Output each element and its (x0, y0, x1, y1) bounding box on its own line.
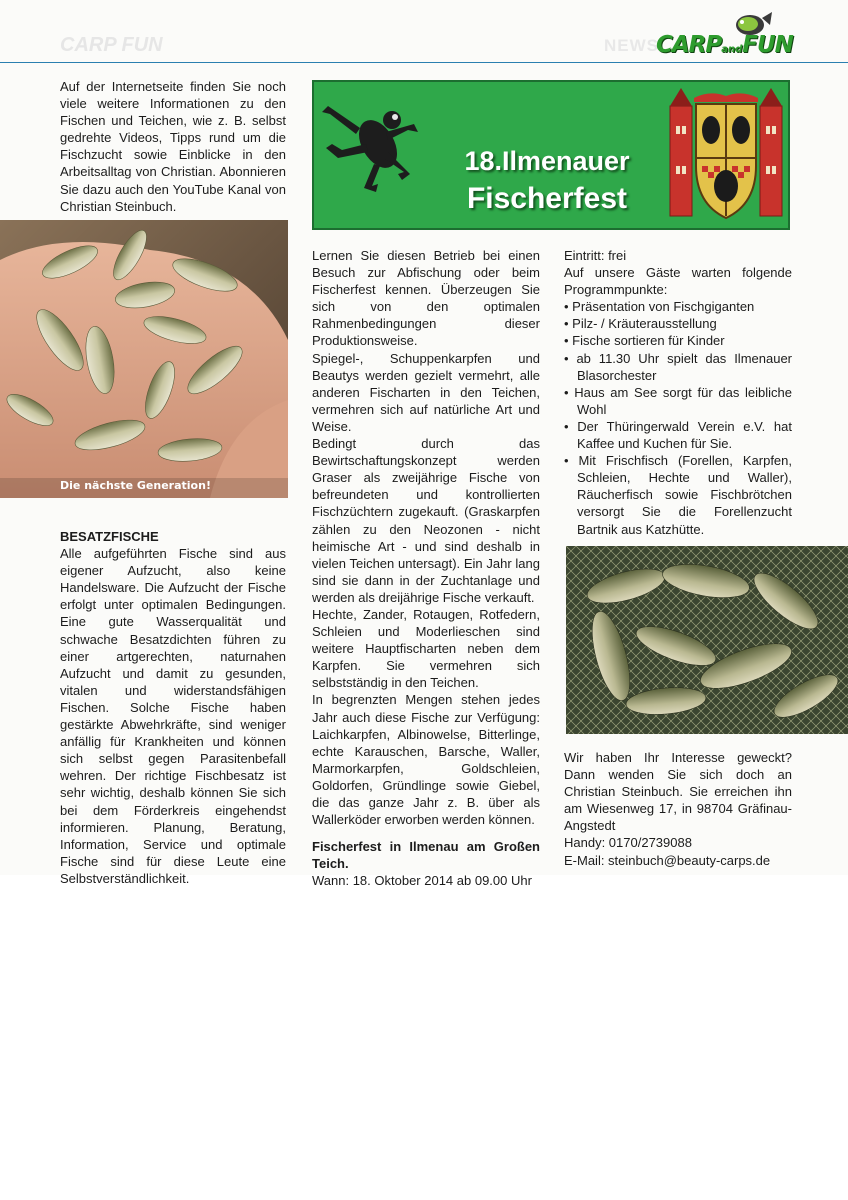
intro-paragraph: Auf der Internetseite finden Sie noch viele weitere Informationen zu den Fischen und Teichen, wie z. B. selbst gedrehte Videos, Tipps rund um die Fischzucht sowie Einblicke in den Arbeitsalltag von Christian. Abonnieren Sie dazu auch den YouTube Kanal von Christian Steinbuch. (60, 79, 286, 214)
admission: Eintritt: frei (564, 248, 627, 263)
fish-in-hand-photo (0, 220, 288, 498)
carp-and-fun-logo (656, 10, 793, 62)
carp-fun-ghost-logo: CARP FUN (60, 34, 163, 56)
list-item: • Der Thüringerwald Verein e.V. hat Kaffee und Kuchen für Sie. (564, 418, 792, 452)
photo-caption: Die nächste Generation! (60, 479, 211, 492)
contact-text: Wir haben Ihr Interesse geweckt? Dann wenden Sie sich doch an Christian Steinbuch. Sie erreichen ihn am Wiesenweg 17, in 98704 Gräfinau-Angstedt (564, 750, 792, 834)
email-address: E-Mail: steinbuch@beauty-carps.de (564, 852, 771, 868)
list-item: • Haus am See sorgt für das leibliche Wohl (564, 384, 792, 417)
program-column: Eintritt: frei Auf unsere Gäste warten folgende Programmpunkte: • Präsentation von Fischgiganten • Pilz- / Kräuterausstellung • Fische sortieren für Kinder • ab 11.30 Uhr spielt das Ilmenauer Blasorchester • Haus am See sorgt für das leibliche Wohl • Der Thüringerwald Verein e.V. hat Kaffee und Kuchen für Sie. • Mit Frischfisch (Forellen, Karpfen, Schleien, Hechte und Waller), Räucherfisch sowie Fischbrötchen versorgt Sie die Forellenzucht Bartnik aus Katzhütte. (564, 248, 792, 537)
brand-wordmark: CARPandFUN (656, 32, 793, 58)
net-photo-illustration (566, 546, 848, 734)
fest-heading: Fischerfest in Ilmenau am Großen Teich. (312, 839, 540, 872)
fest-date: Wann: 18. Oktober 2014 ab 09.00 Uhr (312, 873, 532, 889)
contact-block (564, 749, 792, 869)
fischerfest-banner (312, 80, 790, 230)
header-rule (0, 62, 848, 63)
middle-column: Lernen Sie diesen Betrieb bei einen Besuch zur Abfischung oder beim Fischerfest kennen. Überzeugen Sie sich von den optimalen Rahmenbedingungen dieser Produktionsweise. Spiegel-, Schuppenkarpfen und Beautys werden gezielt vermehrt, alle anderen Fischarten in den Teichen, vermehren sich auf natürliche Art und Weise. Bedingt durch das Bewirtschaftungskonzept werden Graser als zweijährige Fische von befreundeten und kontrollierten Fischzüchtern zugekauft. (Graskarpfen zählen zu den Neozonen - nicht heimische Art - und sind deshalb in vielen Teichen untersagt). Ein Jahr lang sind sie dann in der Zuchtanlage und werden als dreijährige Fische verkauft. Hechte, Zander, Rotaugen, Rotfedern, Schleien und Moderlieschen sind weitere Hauptfischarten neben dem Karpfen. Sie vermehren sich selbstständig in den Teichen. In begrenzten Mengen stehen jedes Jahr auch diese Fische zur Verfügung: Laichkarpfen, Albinowelse, Bitterlinge, echte Karauschen, Barsche, Waller, Marmorkarpfen, Goldschleien, Goldorfen, Gründlinge sowie Giebel, die das ganze Jahr z. B. über als Wallerköder erworben werden können. Fischerfest in Ilmenau am Großen Teich. Wann: 18. Oktober 2014 ab 09.00 Uhr (312, 248, 540, 889)
section-heading: BESATZFISCHE (60, 529, 159, 544)
banner-title: 18.Ilmenauer Fischerfest (464, 146, 630, 215)
section-label: NEWS (604, 36, 659, 55)
besatzfische-section (60, 528, 286, 887)
program-list (564, 298, 792, 537)
list-item: • Fische sortieren für Kinder (564, 333, 725, 349)
ilmenau-coat-of-arms-icon (666, 86, 786, 226)
frog-icon (318, 88, 428, 198)
phone-number: Handy: 0170/2739088 (564, 835, 692, 851)
list-item: • Präsentation von Fischgiganten (564, 299, 755, 315)
besatz-text: Alle aufgeführten Fische sind aus eigener Aufzucht, also keine Handelsware. Die Aufzucht der Fische erfolgt unter optimalen Bedingungen. Eine gute Wasserqualität und schwache Besatzdichten führen zu einer artgerechten, naturnahen Aufzucht und damit zu gesunden, vitalen und widerstandsfähigen Fischen. Solche Fische haben gestärkte Abwehrkräfte, sind weniger anfällig für Krankheiten und können sich selbst gegen Parasitenbefall wehren. Der richtige Fischbesatz ist sehr wichtig, deshalb können Sie sich bei dem Förderkreis eingehendst informieren. Planung, Beratung, Information, Service und optimale Fische sind für diese Leute eine Selbstverständlichkeit. (60, 546, 286, 886)
fish-in-net-photo (566, 546, 848, 734)
list-item: • ab 11.30 Uhr spielt das Ilmenauer Blasorchester (564, 350, 792, 383)
list-item: • Pilz- / Kräuterausstellung (564, 316, 717, 332)
hand-photo-illustration (0, 220, 288, 498)
list-item: • Mit Frischfisch (Forellen, Karpfen, Schleien, Hechte und Waller), Räucherfisch sowie Fischbrötchen versorgt Sie die Forellenzucht Bartnik aus Katzhütte. (564, 453, 792, 537)
